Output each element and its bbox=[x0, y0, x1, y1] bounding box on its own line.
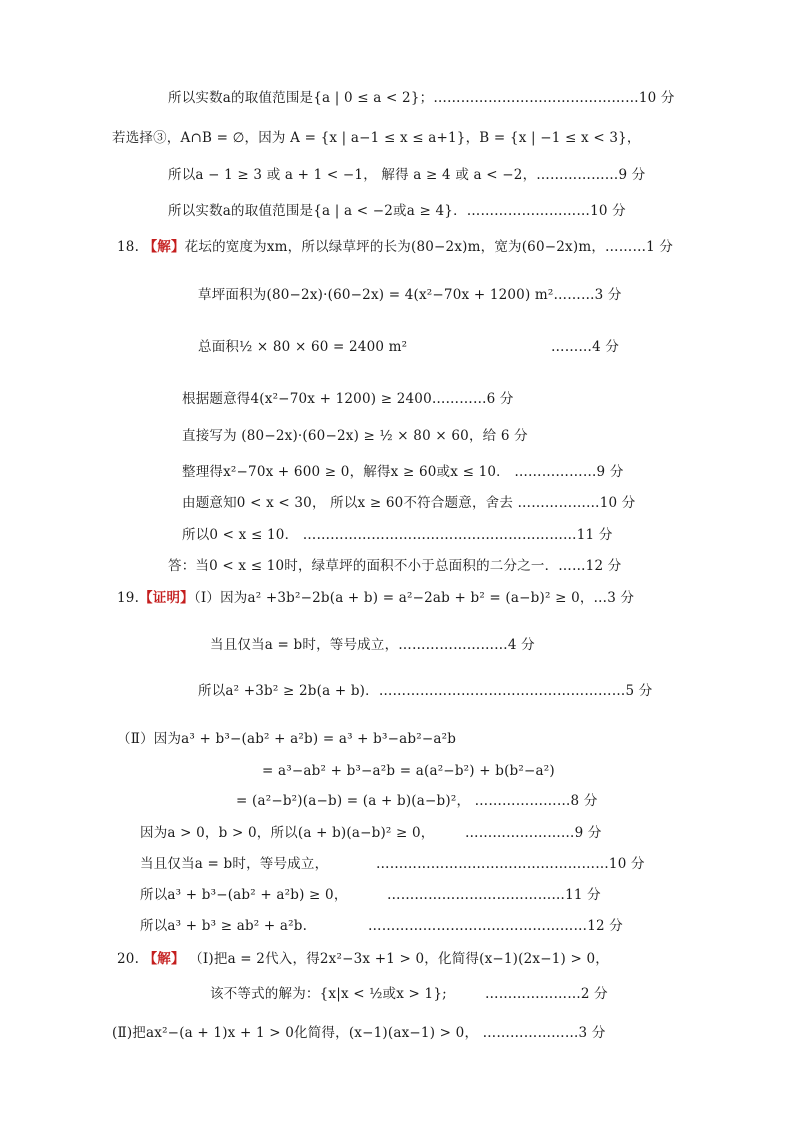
line-text: 花坛的宽度为xm，所以绿草坪的长为(80−2x)m，宽为(60−2x)m，………1 分 bbox=[184, 239, 674, 255]
text-line: 草坪面积为(80−2x)·(60−2x) = 4(x²−70x + 1200) m²………3 分 bbox=[198, 287, 622, 303]
text-line: 当且仅当a = b时，等号成立，……………………4 分 bbox=[210, 637, 535, 653]
solution-tag: 【解】 bbox=[143, 951, 185, 967]
text-line: 由题意知0 < x < 30， 所以x ≥ 60不符合题意，舍去 ………………10 分 bbox=[182, 495, 636, 511]
problem-19-header bbox=[117, 589, 634, 607]
text-line: 所以a³ + b³ ≥ ab² + a²b. bbox=[140, 918, 308, 934]
proof-tag: 【证明】 bbox=[139, 590, 194, 606]
text-line: 所以a³ + b³−(ab² + a²b) ≥ 0， bbox=[140, 887, 348, 903]
problem-number: 20. bbox=[117, 951, 144, 967]
text-line: 所以a² +3b² ≥ 2b(a + b)．………………………………………………5 分 bbox=[198, 683, 653, 699]
text-line: 若选择③，A∩B = ∅，因为 A = {x | a−1 ≤ x ≤ a+1}，B = {x | −1 ≤ x < 3}， bbox=[112, 130, 641, 146]
score-mark: ……………………9 分 bbox=[465, 825, 602, 841]
text-line: 总面积½ × 80 × 60 = 2400 m² bbox=[198, 339, 408, 355]
text-line: 所以0 < x ≤ 10． ……………………………………………………11 分 bbox=[182, 527, 613, 543]
text-line: 整理得x²−70x + 600 ≥ 0，解得x ≥ 60或x ≤ 10． ………………9 分 bbox=[182, 464, 624, 480]
line-text: （Ⅰ）因为a² +3b²−2b(a + b) = a²−2ab + b² = (a−b)² ≥ 0，…3 分 bbox=[193, 590, 635, 606]
text-line: 当且仅当a = b时，等号成立， bbox=[140, 856, 329, 872]
text-line: = a³−ab² + b³−a²b = a(a²−b²) + b(b²−a²) bbox=[262, 763, 555, 779]
text-line: (Ⅱ)把ax²−(a + 1)x + 1 > 0化简得，(x−1)(ax−1) > 0， …………………3 分 bbox=[112, 1025, 606, 1041]
text-line: 该不等式的解为：{x|x < ½或x > 1}; bbox=[210, 986, 447, 1002]
text-line: 所以a − 1 ≥ 3 或 a + 1 < −1， 解得 a ≥ 4 或 a < −2，………………9 分 bbox=[168, 167, 646, 183]
score-mark: ………4 分 bbox=[551, 339, 620, 355]
text-line: 答：当0 < x ≤ 10时，绿草坪的面积不小于总面积的二分之一．……12 分 bbox=[168, 558, 622, 574]
problem-20-header bbox=[117, 950, 609, 968]
problem-number: 19. bbox=[117, 590, 140, 606]
line-text: （Ⅰ)把a = 2代入，得2x²−3x +1 > 0，化简得(x−1)(2x−1) > 0， bbox=[184, 951, 609, 967]
text-line: 根据题意得4(x²−70x + 1200) ≥ 2400…………6 分 bbox=[182, 391, 514, 407]
text-line: = (a²−b²)(a−b) = (a + b)(a−b)²， …………………8 分 bbox=[236, 793, 598, 809]
problem-18-header bbox=[117, 238, 673, 256]
score-mark: ……………………………………………10 分 bbox=[376, 856, 645, 872]
text-line: 直接写为 (80−2x)·(60−2x) ≥ ½ × 80 × 60，给 6 分 bbox=[182, 428, 528, 444]
solution-tag: 【解】 bbox=[143, 239, 185, 255]
text-line: （Ⅱ）因为a³ + b³−(ab² + a²b) = a³ + b³−ab²−a²b bbox=[117, 731, 457, 747]
score-mark: …………………………………11 分 bbox=[387, 887, 601, 903]
text-line: 所以实数a的取值范围是{a | 0 ≤ a < 2}；………………………………………10 分 bbox=[168, 90, 675, 106]
score-mark: …………………2 分 bbox=[485, 986, 608, 1002]
text-line: 因为a > 0，b > 0，所以(a + b)(a−b)² ≥ 0， bbox=[140, 825, 435, 841]
problem-number: 18. bbox=[117, 239, 144, 255]
text-line: 所以实数a的取值范围是{a | a < −2或a ≥ 4}．………………………10 分 bbox=[168, 203, 626, 219]
score-mark: …………………………………………12 分 bbox=[368, 918, 623, 934]
